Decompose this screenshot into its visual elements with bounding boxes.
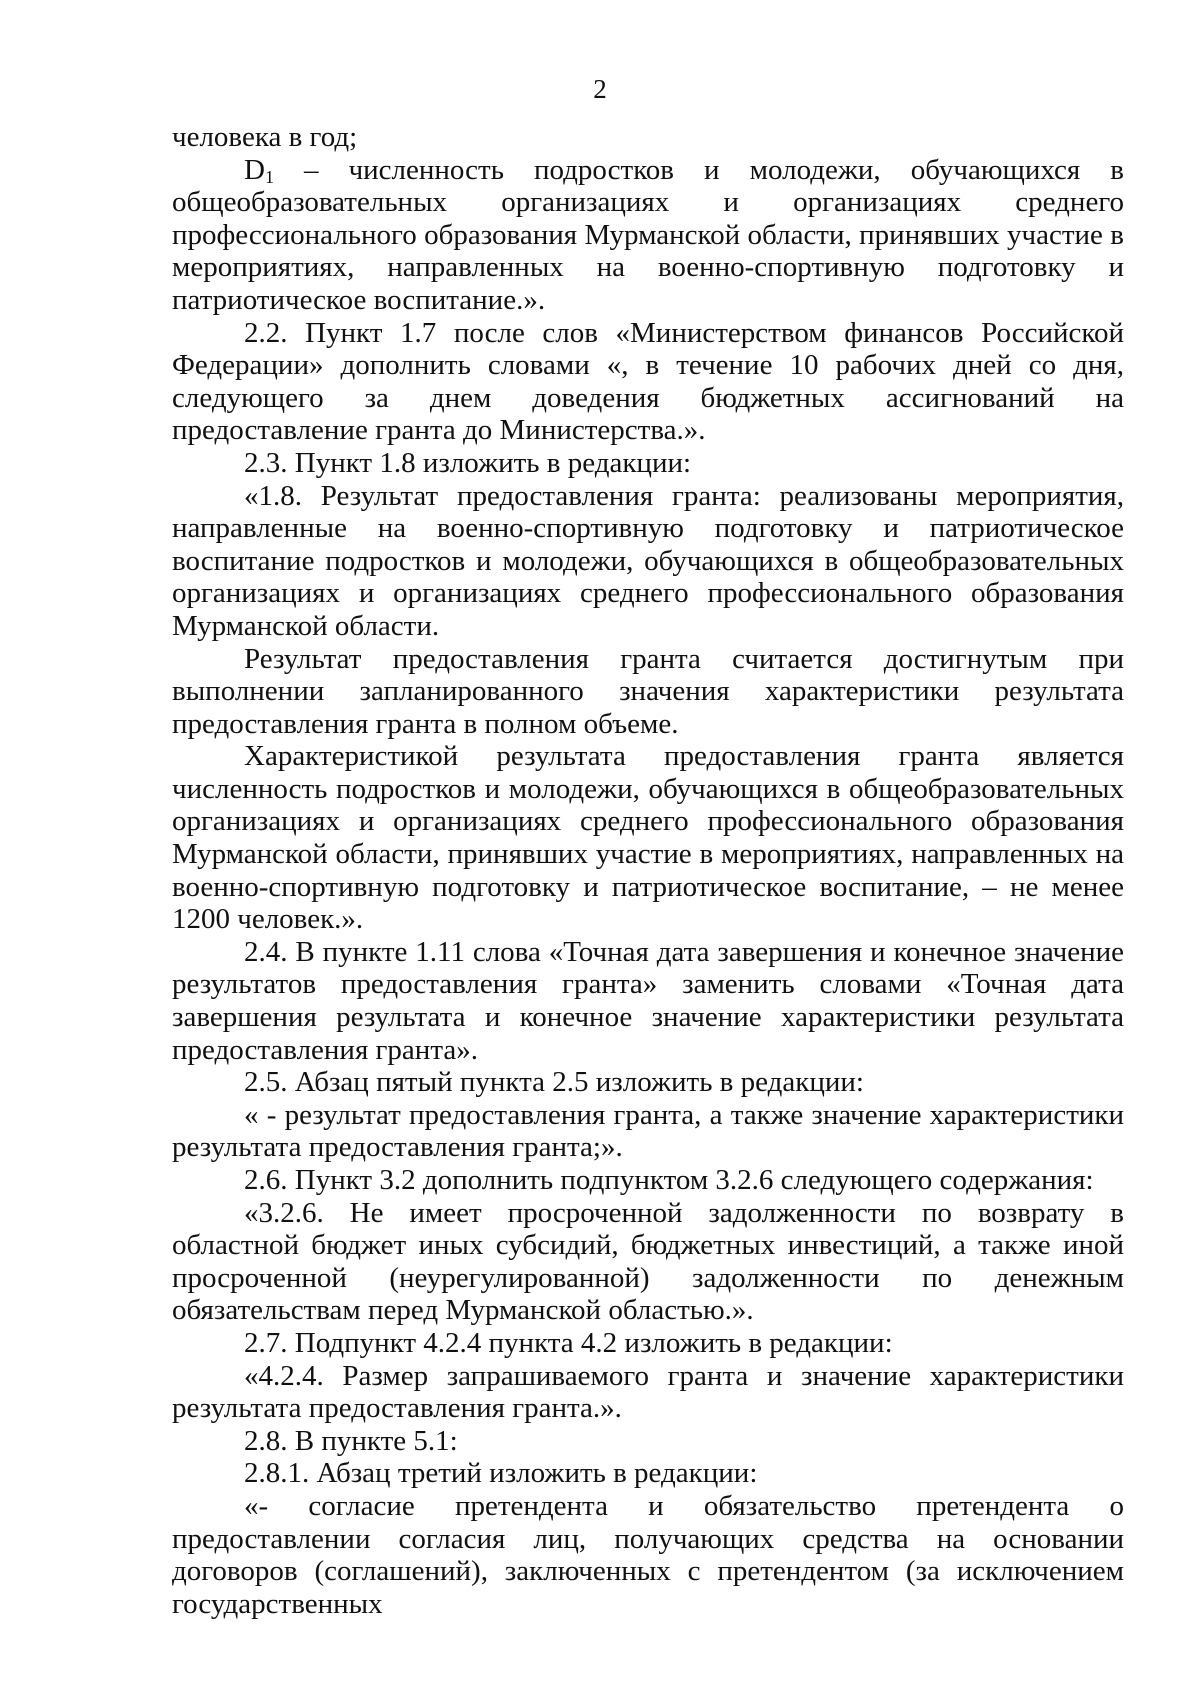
paragraph-result-achieved: Результат предоставления гранта считается достигнутым при выполнении запланированного значения характеристики результата предоставления гранта в полном объеме. [172,642,1124,740]
paragraph-2-4: 2.4. В пункте 1.11 слова «Точная дата завершения и конечное значение результатов предоставления гранта» заменить словами «Точная дата завершения результата и конечное значение характеристики результата предоставления гранта». [172,935,1124,1066]
variable-subscript: 1 [264,166,274,187]
page-number: 2 [593,74,607,104]
paragraph-3-2-6: «3.2.6. Не имеет просроченной задолженности по возврату в областной бюджет иных субсидий, бюджетных инвестиций, а также иной просроченной (неурегулированной) задолженности по денежным обязательствам перед Мурманской областью.». [172,1196,1124,1327]
paragraph-2-6: 2.6. Пункт 3.2 дополнить подпунктом 3.2.6 следующего содержания: [244,1164,1094,1196]
variable-definition-text: – численность подростков и молодежи, обучающихся в общеобразовательных организациях и организациях среднего профессионального образования Мурманской области, принявших участие в мероприятиях, направленных на военно-спортивную подготовку и патриотическое воспитание.». [172,153,1124,316]
paragraph-2-5: 2.5. Абзац пятый пункта 2.5 изложить в редакции: [244,1066,864,1099]
paragraph-variable-definition [172,154,1124,317]
variable-symbol: D [244,153,265,186]
paragraph-continuation: человека в год; [172,121,358,153]
paragraph-2-7: 2.7. Подпункт 4.2.4 пункта 4.2 изложить в редакции: [244,1326,893,1359]
paragraph-2-5-text: « - результат предоставления гранта, а также значение характеристики результата предоставления гранта;». [172,1098,1124,1164]
paragraph-2-8: 2.8. В пункте 5.1: [244,1424,458,1457]
paragraph-2-3: 2.3. Пункт 1.8 изложить в редакции: [244,446,692,479]
document-body [172,121,1124,1620]
paragraph-consent: «- согласие претендента и обязательство претендента о предоставлении согласия лиц, получающих средства на основании договоров (соглашений), заключенных с претендентом (за исключением государственных [172,1489,1124,1620]
paragraph-2-8-1: 2.8.1. Абзац третий изложить в редакции: [244,1457,758,1490]
paragraph-result-characteristic: Характеристикой результата предоставления гранта является численность подростков и молодежи, обучающихся в общеобразовательных организациях и организациях среднего профессионального образования Мурманской области, принявших участие в мероприятиях, направленных на военно-спортивную подготовку и патриотическое воспитание, – не менее 1200 человек.». [172,740,1124,936]
paragraph-1-8: «1.8. Результат предоставления гранта: реализованы мероприятия, направленные на военно-спортивную подготовку и патриотическое воспитание подростков и молодежи, обучающихся в общеобразовательных организациях и организациях среднего профессионального образования Мурманской области. [172,479,1124,642]
paragraph-4-2-4: «4.2.4. Размер запрашиваемого гранта и значение характеристики результата предоставления гранта.». [172,1359,1124,1425]
paragraph-2-2: 2.2. Пункт 1.7 после слов «Министерством финансов Российской Федерации» дополнить словами «, в течение 10 рабочих дней со дня, следующего за днем доведения бюджетных ассигнований на предоставление гранта до Министерства.». [172,316,1124,447]
